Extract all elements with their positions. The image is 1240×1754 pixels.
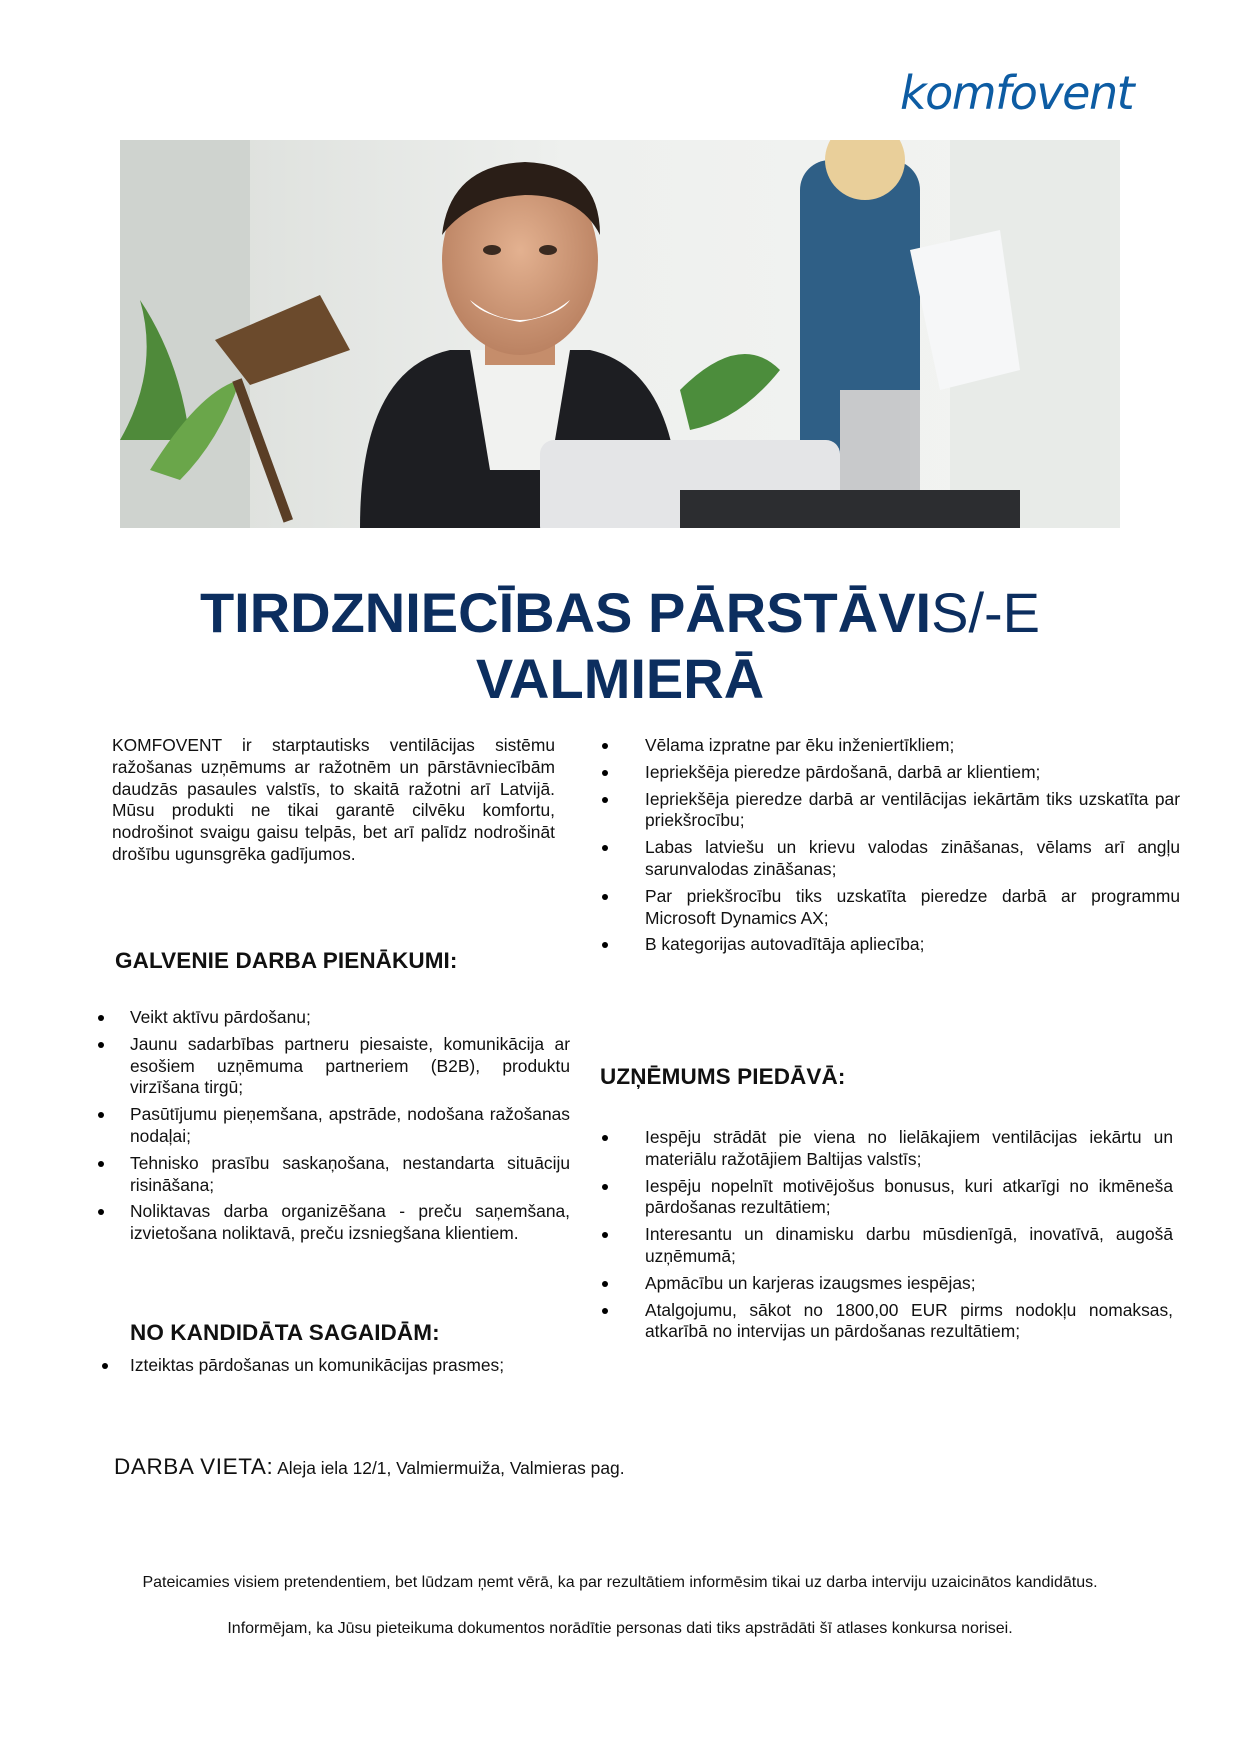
hero-photo [120, 140, 1120, 528]
duties-heading: GALVENIE DARBA PIENĀKUMI: [115, 948, 458, 973]
list-item: Iespēju strādāt pie viena no lielākajiem ventilācijas iekārtu un materiālu ražotājiem Baltijas valstīs; [645, 1127, 1173, 1171]
job-title [100, 580, 1140, 712]
job-title-line1: TIRDZNIECĪBAS PĀRSTĀVI [199, 581, 932, 644]
footer-note-privacy: Informējam, ka Jūsu pieteikuma dokumentos norādītie personas dati tiks apstrādāti šī atlases konkursa norisei. [227, 1620, 1013, 1637]
list-item: Labas latviešu un krievu valodas zināšanas, vēlams arī angļu sarunvalodas zināšanas; [645, 837, 1180, 881]
workplace [114, 1454, 625, 1480]
footer-note-results: Pateicamies visiem pretendentiem, bet lūdzam ņemt vērā, ka par rezultātiem informēsim tikai uz darba interviju uzaicinātos kandidātus. [142, 1574, 1098, 1591]
job-title-suffix: S/-E [931, 581, 1041, 644]
list-item: Izteiktas pārdošanas un komunikācijas prasmes; [130, 1355, 600, 1377]
list-item: Iepriekšēja pieredze pārdošanā, darbā ar klientiem; [645, 762, 1180, 784]
list-item: Atalgojumu, sākot no 1800,00 EUR pirms nodokļu nomaksas, atkarībā no intervijas un pārdošanas rezultātiem; [645, 1300, 1173, 1344]
company-logo: komfovent [900, 66, 1134, 120]
offer-heading: UZŅĒMUMS PIEDĀVĀ: [600, 1064, 846, 1089]
list-item: Apmācību un karjeras izaugsmes iespējas; [645, 1273, 1173, 1295]
requirements-list-right [645, 735, 1180, 961]
list-item: Interesantu un dinamisku darbu mūsdienīgā, inovatīvā, augošā uzņēmumā; [645, 1224, 1173, 1268]
duties-list [130, 1007, 570, 1250]
list-item: Jaunu sadarbības partneru piesaiste, komunikācija ar esošiem uzņēmuma partneriem (B2B), produktu virzīšana tirgū; [130, 1034, 570, 1099]
list-item: Vēlama izpratne par ēku inženiertīkliem; [645, 735, 1180, 757]
workplace-address: Aleja iela 12/1, Valmiermuiža, Valmieras pag. [277, 1458, 625, 1478]
list-item: Veikt aktīvu pārdošanu; [130, 1007, 570, 1029]
job-title-location: VALMIERĀ [475, 647, 765, 710]
list-item: Iespēju nopelnīt motivējošus bonusus, kuri atkarīgi no ikmēneša pārdošanas rezultātiem; [645, 1176, 1173, 1220]
list-item: Iepriekšēja pieredze darbā ar ventilācijas iekārtām tiks uzskatīta par priekšrocību; [645, 789, 1180, 833]
list-item: B kategorijas autovadītāja apliecība; [645, 934, 1180, 956]
office-photo-illustration [120, 140, 1120, 528]
list-item: Tehnisko prasību saskaņošana, nestandarta situāciju risināšana; [130, 1153, 570, 1197]
list-item: Par priekšrocību tiks uzskatīta pieredze darbā ar programmu Microsoft Dynamics AX; [645, 886, 1180, 930]
offer-list [645, 1127, 1173, 1348]
list-item: Pasūtījumu pieņemšana, apstrāde, nodošana ražošanas nodaļai; [130, 1104, 570, 1148]
requirements-list-left [130, 1355, 600, 1382]
company-intro: KOMFOVENT ir starptautisks ventilācijas sistēmu ražošanas uzņēmums ar ražotnēm un pārstāvniecībām daudzās pasaules valstīs, to skaitā ražotni arī Latvijā. Mūsu produkti ne tikai garantē cilvēku komfortu, nodrošinot svaigu gaisu telpās, bet arī palīdz nodrošināt drošību ugunsgrēka gadījumos. [112, 735, 555, 864]
workplace-label: DARBA VIETA: [114, 1454, 274, 1479]
list-item: Noliktavas darba organizēšana - preču saņemšana, izvietošana noliktavā, preču izsniegšana klientiem. [130, 1201, 570, 1245]
requirements-heading: NO KANDIDĀTA SAGAIDĀM: [130, 1320, 440, 1345]
